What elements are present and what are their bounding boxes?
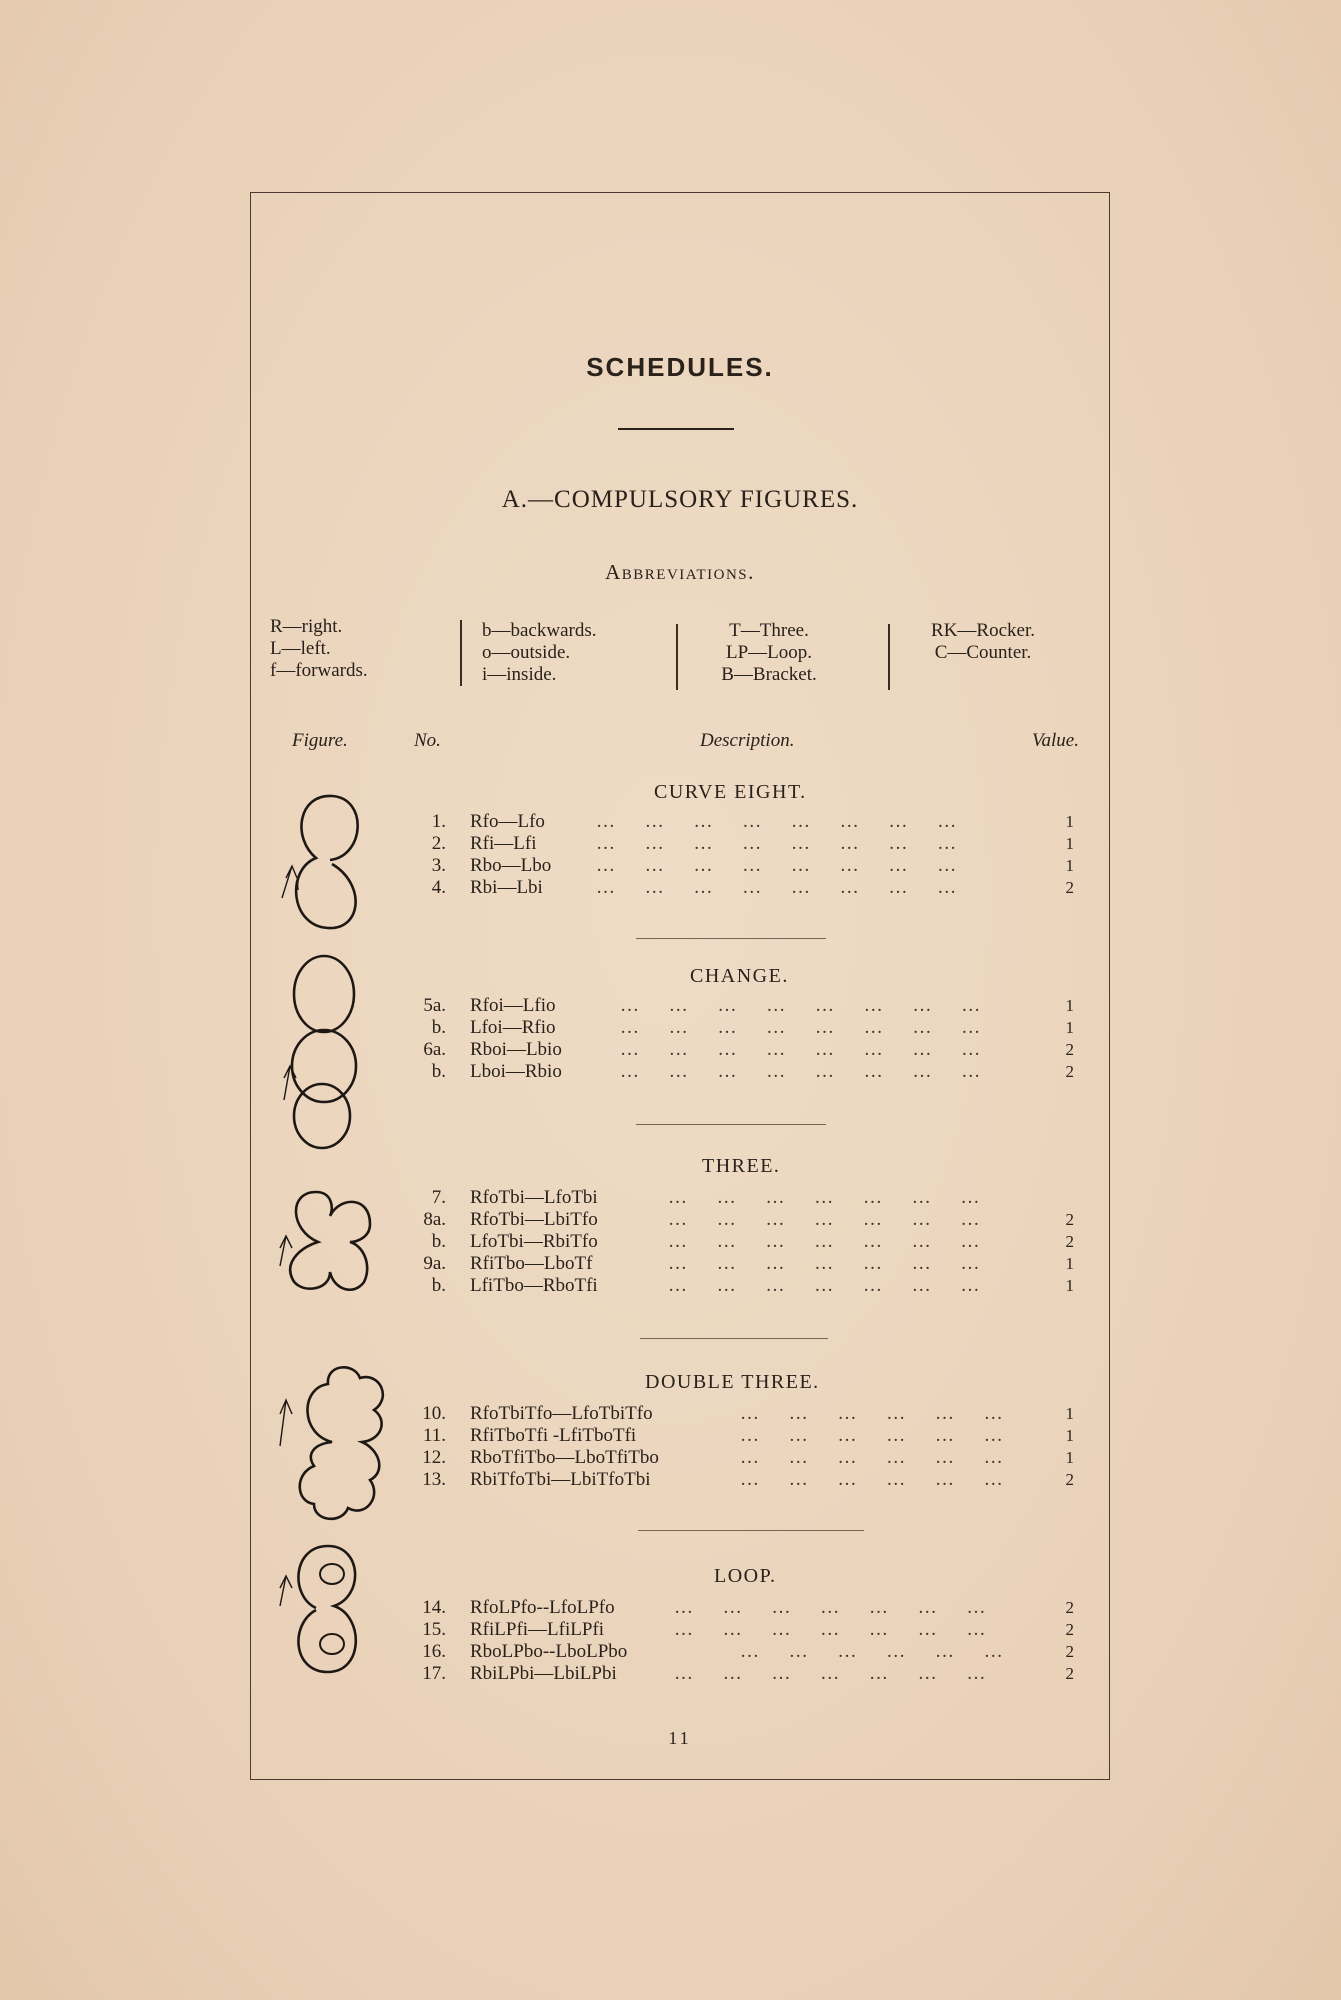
figure-number: 9a. bbox=[423, 1253, 446, 1274]
dot-leader: … … … … … … bbox=[740, 1425, 1004, 1446]
figure-value: 1 bbox=[1065, 1018, 1074, 1037]
figure-description: RfoTbi—LfoTbi bbox=[470, 1187, 598, 1208]
abbreviation-item: T—Three. bbox=[729, 620, 809, 641]
figure-description: RfiLPfi—LfiLPfi bbox=[470, 1619, 605, 1640]
figure-number: 1. bbox=[431, 811, 446, 832]
table-row bbox=[250, 1253, 1110, 1275]
table-row bbox=[250, 1447, 1110, 1469]
abbreviations-column-4 bbox=[908, 620, 1058, 664]
figure-value: 1 bbox=[1065, 1276, 1074, 1295]
dot-leader: … … … … … … … bbox=[674, 1663, 987, 1684]
figure-number: b. bbox=[431, 1061, 446, 1082]
figure-description: Rboi—Lbio bbox=[470, 1039, 562, 1060]
figure-description: Lboi—Rbio bbox=[470, 1061, 562, 1082]
table-row bbox=[250, 1469, 1110, 1491]
figure-number: b. bbox=[431, 1275, 446, 1296]
value-column-header: Value. bbox=[1032, 730, 1079, 751]
description-column-header: Description. bbox=[700, 730, 795, 751]
figure-description: RbiLPbi—LbiLPbi bbox=[470, 1663, 617, 1684]
abbreviation-item: f—forwards. bbox=[270, 660, 368, 681]
figure-value: 2 bbox=[1065, 1210, 1074, 1229]
figure-value: 2 bbox=[1065, 1620, 1074, 1639]
figure-description: Rbi—Lbi bbox=[470, 877, 543, 898]
figure-number: 10. bbox=[422, 1403, 446, 1424]
dot-leader: … … … … … … … … bbox=[620, 995, 982, 1016]
figure-number: 7. bbox=[431, 1187, 446, 1208]
title-rule bbox=[618, 428, 734, 430]
dot-leader: … … … … … … … bbox=[668, 1253, 981, 1274]
figure-number: b. bbox=[431, 1017, 446, 1038]
figure-column-header: Figure. bbox=[292, 730, 348, 751]
abbreviation-item: R—right. bbox=[270, 616, 343, 637]
abbreviations-column-1 bbox=[270, 616, 368, 682]
table-row bbox=[250, 855, 1110, 877]
table-row bbox=[250, 877, 1110, 899]
figure-number: b. bbox=[431, 1231, 446, 1252]
abbreviation-item: i—inside. bbox=[482, 664, 557, 685]
column-divider bbox=[676, 624, 678, 690]
figure-value: 1 bbox=[1065, 812, 1074, 831]
page-number: 11 bbox=[668, 1728, 692, 1748]
abbreviation-item: B—Bracket. bbox=[721, 664, 817, 685]
figure-value: 1 bbox=[1065, 1254, 1074, 1273]
figure-value: 2 bbox=[1065, 1664, 1074, 1683]
section-divider bbox=[636, 1124, 826, 1125]
figure-number: 6a. bbox=[423, 1039, 446, 1060]
dot-leader: … … … … … … … bbox=[674, 1597, 987, 1618]
figure-value: 1 bbox=[1065, 834, 1074, 853]
figure-description: RfiTbo—LboTf bbox=[470, 1253, 593, 1274]
figure-description: Rfoi—Lfio bbox=[470, 995, 556, 1016]
figure-description: Rfo—Lfo bbox=[470, 811, 545, 832]
dot-leader: … … … … … … … bbox=[674, 1619, 987, 1640]
abbreviation-item: o—outside. bbox=[482, 642, 571, 663]
page-frame bbox=[250, 192, 1110, 1780]
figure-description: RfiTboTfi -LfiTboTfi bbox=[470, 1425, 637, 1446]
number-column-header: No. bbox=[414, 730, 441, 751]
table-row bbox=[250, 1187, 1110, 1209]
figure-value: 1 bbox=[1065, 1448, 1074, 1467]
abbreviation-item: RK—Rocker. bbox=[931, 620, 1035, 641]
figure-number: 8a. bbox=[423, 1209, 446, 1230]
section-title-curve-eight: CURVE EIGHT. bbox=[654, 781, 807, 803]
figure-number: 14. bbox=[422, 1597, 446, 1618]
section-divider bbox=[638, 1530, 864, 1531]
column-divider bbox=[460, 620, 462, 686]
figure-value: 1 bbox=[1065, 1426, 1074, 1445]
column-divider bbox=[888, 624, 890, 690]
section-title-loop: LOOP. bbox=[714, 1565, 777, 1587]
figure-number: 13. bbox=[422, 1469, 446, 1490]
dot-leader: … … … … … … … bbox=[668, 1209, 981, 1230]
section-title-three: THREE. bbox=[702, 1155, 781, 1177]
figure-value: 1 bbox=[1065, 856, 1074, 875]
page-title: SCHEDULES. bbox=[586, 352, 774, 382]
dot-leader: … … … … … … … bbox=[668, 1275, 981, 1296]
figure-description: RfoTbi—LbiTfo bbox=[470, 1209, 598, 1230]
figure-value: 2 bbox=[1065, 1642, 1074, 1661]
figure-number: 15. bbox=[422, 1619, 446, 1640]
table-row bbox=[250, 811, 1110, 833]
abbreviation-item: b—backwards. bbox=[482, 620, 597, 641]
table-row bbox=[250, 1061, 1110, 1083]
table-row bbox=[250, 1597, 1110, 1619]
figure-description: RbiTfoTbi—LbiTfoTbi bbox=[470, 1469, 651, 1490]
table-row bbox=[250, 1209, 1110, 1231]
figure-number: 12. bbox=[422, 1447, 446, 1468]
table-row bbox=[250, 1275, 1110, 1297]
dot-leader: … … … … … … … bbox=[668, 1231, 981, 1252]
dot-leader: … … … … … … … … bbox=[620, 1039, 982, 1060]
table-row bbox=[250, 1403, 1110, 1425]
figure-number: 11. bbox=[422, 1425, 446, 1446]
section-title-double-three: DOUBLE THREE. bbox=[645, 1371, 820, 1393]
figure-description: Lfoi—Rfio bbox=[470, 1017, 556, 1038]
figure-value: 1 bbox=[1065, 996, 1074, 1015]
figure-description: Rbo—Lbo bbox=[470, 855, 552, 876]
figure-description: RfoLPfo--LfoLPfo bbox=[470, 1597, 615, 1618]
table-row bbox=[250, 1619, 1110, 1641]
figure-number: 4. bbox=[431, 877, 446, 898]
table-row bbox=[250, 1641, 1110, 1663]
table-row bbox=[250, 1231, 1110, 1253]
figure-value: 2 bbox=[1065, 1470, 1074, 1489]
table-row bbox=[250, 833, 1110, 855]
figure-value: 2 bbox=[1065, 1040, 1074, 1059]
section-title-change: CHANGE. bbox=[690, 965, 789, 987]
abbreviations-column-2 bbox=[482, 620, 597, 686]
figure-number: 5a. bbox=[423, 995, 446, 1016]
figure-value: 2 bbox=[1065, 1598, 1074, 1617]
abbreviation-item: LP—Loop. bbox=[725, 642, 813, 663]
figure-description: LfoTbi—RbiTfo bbox=[470, 1231, 598, 1252]
dot-leader: … … … … … … … … bbox=[596, 811, 958, 832]
section-subtitle: A.—COMPULSORY FIGURES. bbox=[501, 486, 859, 513]
table-row bbox=[250, 1425, 1110, 1447]
figure-value: 2 bbox=[1065, 1232, 1074, 1251]
dot-leader: … … … … … … … … bbox=[596, 855, 958, 876]
figure-number: 16. bbox=[422, 1641, 446, 1662]
figure-number: 2. bbox=[431, 833, 446, 854]
dot-leader: … … … … … … … bbox=[668, 1187, 981, 1208]
dot-leader: … … … … … … bbox=[740, 1403, 1004, 1424]
abbreviations-heading: Abbreviations. bbox=[605, 560, 755, 584]
section-divider bbox=[636, 938, 826, 939]
abbreviations-column-3 bbox=[694, 620, 844, 686]
dot-leader: … … … … … … … … bbox=[596, 833, 958, 854]
figure-value: 2 bbox=[1065, 878, 1074, 897]
table-row bbox=[250, 1017, 1110, 1039]
abbreviation-item: C—Counter. bbox=[934, 642, 1032, 663]
figure-description: RboLPbo--LboLPbo bbox=[470, 1641, 628, 1662]
figure-number: 3. bbox=[431, 855, 446, 876]
figure-value: 2 bbox=[1065, 1062, 1074, 1081]
figure-description: LfiTbo—RboTfi bbox=[470, 1275, 598, 1296]
figure-description: RboTfiTbo—LboTfiTbo bbox=[470, 1447, 659, 1468]
figure-description: RfoTbiTfo—LfoTbiTfo bbox=[470, 1403, 653, 1424]
abbreviation-item: L—left. bbox=[270, 638, 331, 659]
dot-leader: … … … … … … … … bbox=[596, 877, 958, 898]
figure-value: 1 bbox=[1065, 1404, 1074, 1423]
dot-leader: … … … … … … bbox=[740, 1447, 1004, 1468]
dot-leader: … … … … … … bbox=[740, 1469, 1004, 1490]
dot-leader: … … … … … … bbox=[740, 1641, 1004, 1662]
dot-leader: … … … … … … … … bbox=[620, 1017, 982, 1038]
table-row bbox=[250, 1663, 1110, 1685]
section-divider bbox=[640, 1338, 828, 1339]
dot-leader: … … … … … … … … bbox=[620, 1061, 982, 1082]
figure-description: Rfi—Lfi bbox=[470, 833, 537, 854]
table-row bbox=[250, 1039, 1110, 1061]
figure-number: 17. bbox=[422, 1663, 446, 1684]
table-row bbox=[250, 995, 1110, 1017]
